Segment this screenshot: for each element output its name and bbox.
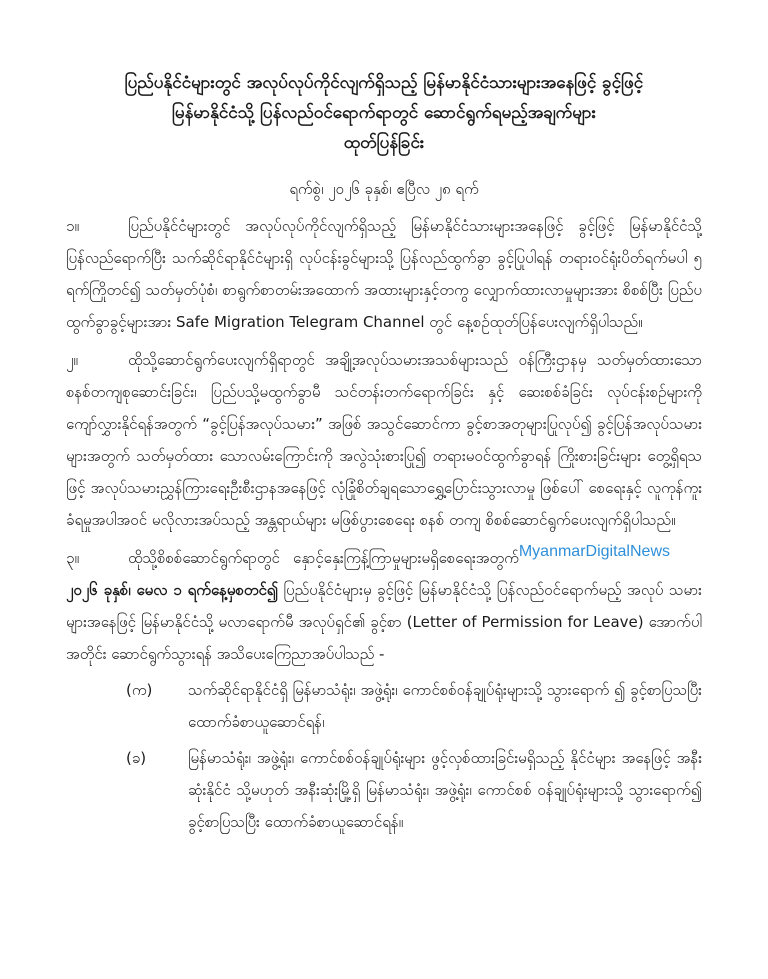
title-line-1: ပြည်ပနိုင်ငံများတွင် အလုပ်လုပ်ကိုင်လျက်ရှိသည့် မြန်မာနိုင်ငံသားများအနေဖြင့် ခွင့်ဖြင့် [124, 73, 644, 93]
paragraph-3-text-a: ထိုသို့စိစစ်ဆောင်ရွက်ရာတွင် နှောင့်နှေးကြန့်ကြာမှုများမရှိစေရေးအတွက် [128, 549, 519, 567]
paragraph-2-number: ၂။ [66, 351, 78, 369]
title-line-3: ထုတ်ပြန်ခြင်း [343, 133, 425, 153]
title-line-2: မြန်မာနိုင်ငံသို့ ပြန်လည်ဝင်ရောက်ရာတွင် ဆောင်ရွက်ရမည့်အချက်များ [172, 103, 596, 123]
document-date: ရက်စွဲ၊ ၂၀၂၆ ခုနှစ်၊ ဧပြီလ ၂၈ ရက် [289, 180, 479, 198]
sub-item-ka [126, 674, 702, 738]
paragraph-1 [66, 210, 702, 338]
paragraph-1-number: ၁။ [66, 217, 79, 235]
sub-item-kha-text: မြန်မာသံရုံး၊ အဖွဲ့ရုံး၊ ကောင်စစ်ဝန်ချုပ်ရုံးများ ဖွင့်လှစ်ထားခြင်းမရှိသည့် နိုင်ငံများ အနေဖြင့် အနီးဆုံးနိုင်ငံ သို့မဟုတ် အနီးဆုံးမြို့ရှိ မြန်မာသံရုံး၊ အဖွဲ့ရုံး၊ ကောင်စစ် ဝန်ချုပ်ရုံးများသို့ သွားရောက်၍ ခွင့်စာပြသပြီး ထောက်ခံစာယူဆောင်ရန်။ [188, 749, 702, 831]
sub-item-ka-mark: (က) [126, 681, 153, 699]
paragraph-3-number: ၃။ [66, 549, 79, 567]
paragraph-3-bold-date: ၂၀၂၆ ခုနှစ်၊ မေလ ၁ ရက်နေ့မှစတင်၍ [66, 581, 279, 599]
sub-item-kha-mark: (ခ) [126, 749, 147, 767]
paragraph-3-text-b: ပြည်ပနိုင်ငံများမှ ခွင့်ဖြင့် မြန်မာနိုင်ငံသို့ ပြန်လည်ဝင်ရောက်မည့် အလုပ် သမားများအနေဖြင့် မြန်မာနိုင်ငံသို့ မလာရောက်မီ အလုပ်ရှင်၏ ခွင့်စာ (Letter of Permission for Leave) အောက်ပါအတိုင်း ဆောင်ရွက်သွားရန် အသိပေးကြေညာအပ်ပါသည် - [66, 581, 702, 663]
paragraph-2-text: ထိုသို့ဆောင်ရွက်ပေးလျက်ရှိရာတွင် အချို့အလုပ်သမားအသစ်များသည် ဝန်ကြီးဌာနမှ သတ်မှတ်ထားသော စနစ်တကျစုဆောင်းခြင်း၊ ပြည်ပသို့မထွက်ခွာမီ သင်တန်းတက်ရောက်ခြင်း နှင့် ဆေးစစ်ခံခြင်း လုပ်ငန်းစဉ်များကို ကျော်လွှားနိုင်ရန်အတွက် “ခွင့်ပြန်အလုပ်သမား” အဖြစ် အသွင်ဆောင်ကာ ခွင့်စာအတုများပြုလုပ်၍ ခွင့်ပြန်အလုပ်သမားများအတွက် သတ်မှတ်ထား သောလမ်းကြောင်းကို အလွဲသုံးစားပြု၍ တရားမဝင်ထွက်ခွာရန် ကြိုးစားခြင်းများ တွေ့ရှိရသဖြင့် အလုပ်သမားညွှန်ကြားရေးဦးစီးဌာနအနေဖြင့် လုံခြုံစိတ်ချရသောရွှေ့ပြောင်းသွားလာမှု ဖြစ်ပေါ် စေရေးနှင့် လူကုန်ကူးခံရမှုအပါအဝင် မလိုလားအပ်သည့် အန္တရာယ်များ မဖြစ်ပွားစေရေး စနစ် တကျ စိစစ်ဆောင်ရွက်ပေးလျက်ရှိပါသည်။ [66, 351, 702, 529]
sub-item-ka-text: သက်ဆိုင်ရာနိုင်ငံရှိ မြန်မာသံရုံး၊ အဖွဲ့ရုံး၊ ကောင်စစ်ဝန်ချုပ်ရုံးများသို့ သွားရောက် ၍ ခွင့်စာပြသပြီး ထောက်ခံစာယူဆောင်ရန်၊ [188, 681, 702, 731]
sub-item-kha [126, 742, 702, 838]
watermark-text: MyanmarDigitalNews [518, 543, 670, 560]
paragraph-1-text: ပြည်ပနိုင်ငံများတွင် အလုပ်လုပ်ကိုင်လျက်ရှိသည့် မြန်မာနိုင်ငံသားများအနေဖြင့် ခွင့်ဖြင့် မြန်မာနိုင်ငံသို့ ပြန်လည်ရောက်ပြီး သက်ဆိုင်ရာနိုင်ငံများရှိ လုပ်ငန်းခွင်များသို့ ပြန်လည်ထွက်ခွာ ခွင့်ပြုပါရန် တရားဝင်ရုံးပိတ်ရက်မပါ ၅ ရက်ကြိုတင်၍ သတ်မှတ်ပုံစံ၊ စာရွက်စာတမ်းအထောက် အထားများနှင့်တကွ လျှောက်ထားလာမှုများအား စိစစ်ပြီး ပြည်ပထွက်ခွာခွင့်များအား Safe Migration Telegram Channel တွင် နေ့စဉ်ထုတ်ပြန်ပေးလျက်ရှိပါသည်။ [66, 217, 702, 331]
document-title [66, 0, 702, 158]
